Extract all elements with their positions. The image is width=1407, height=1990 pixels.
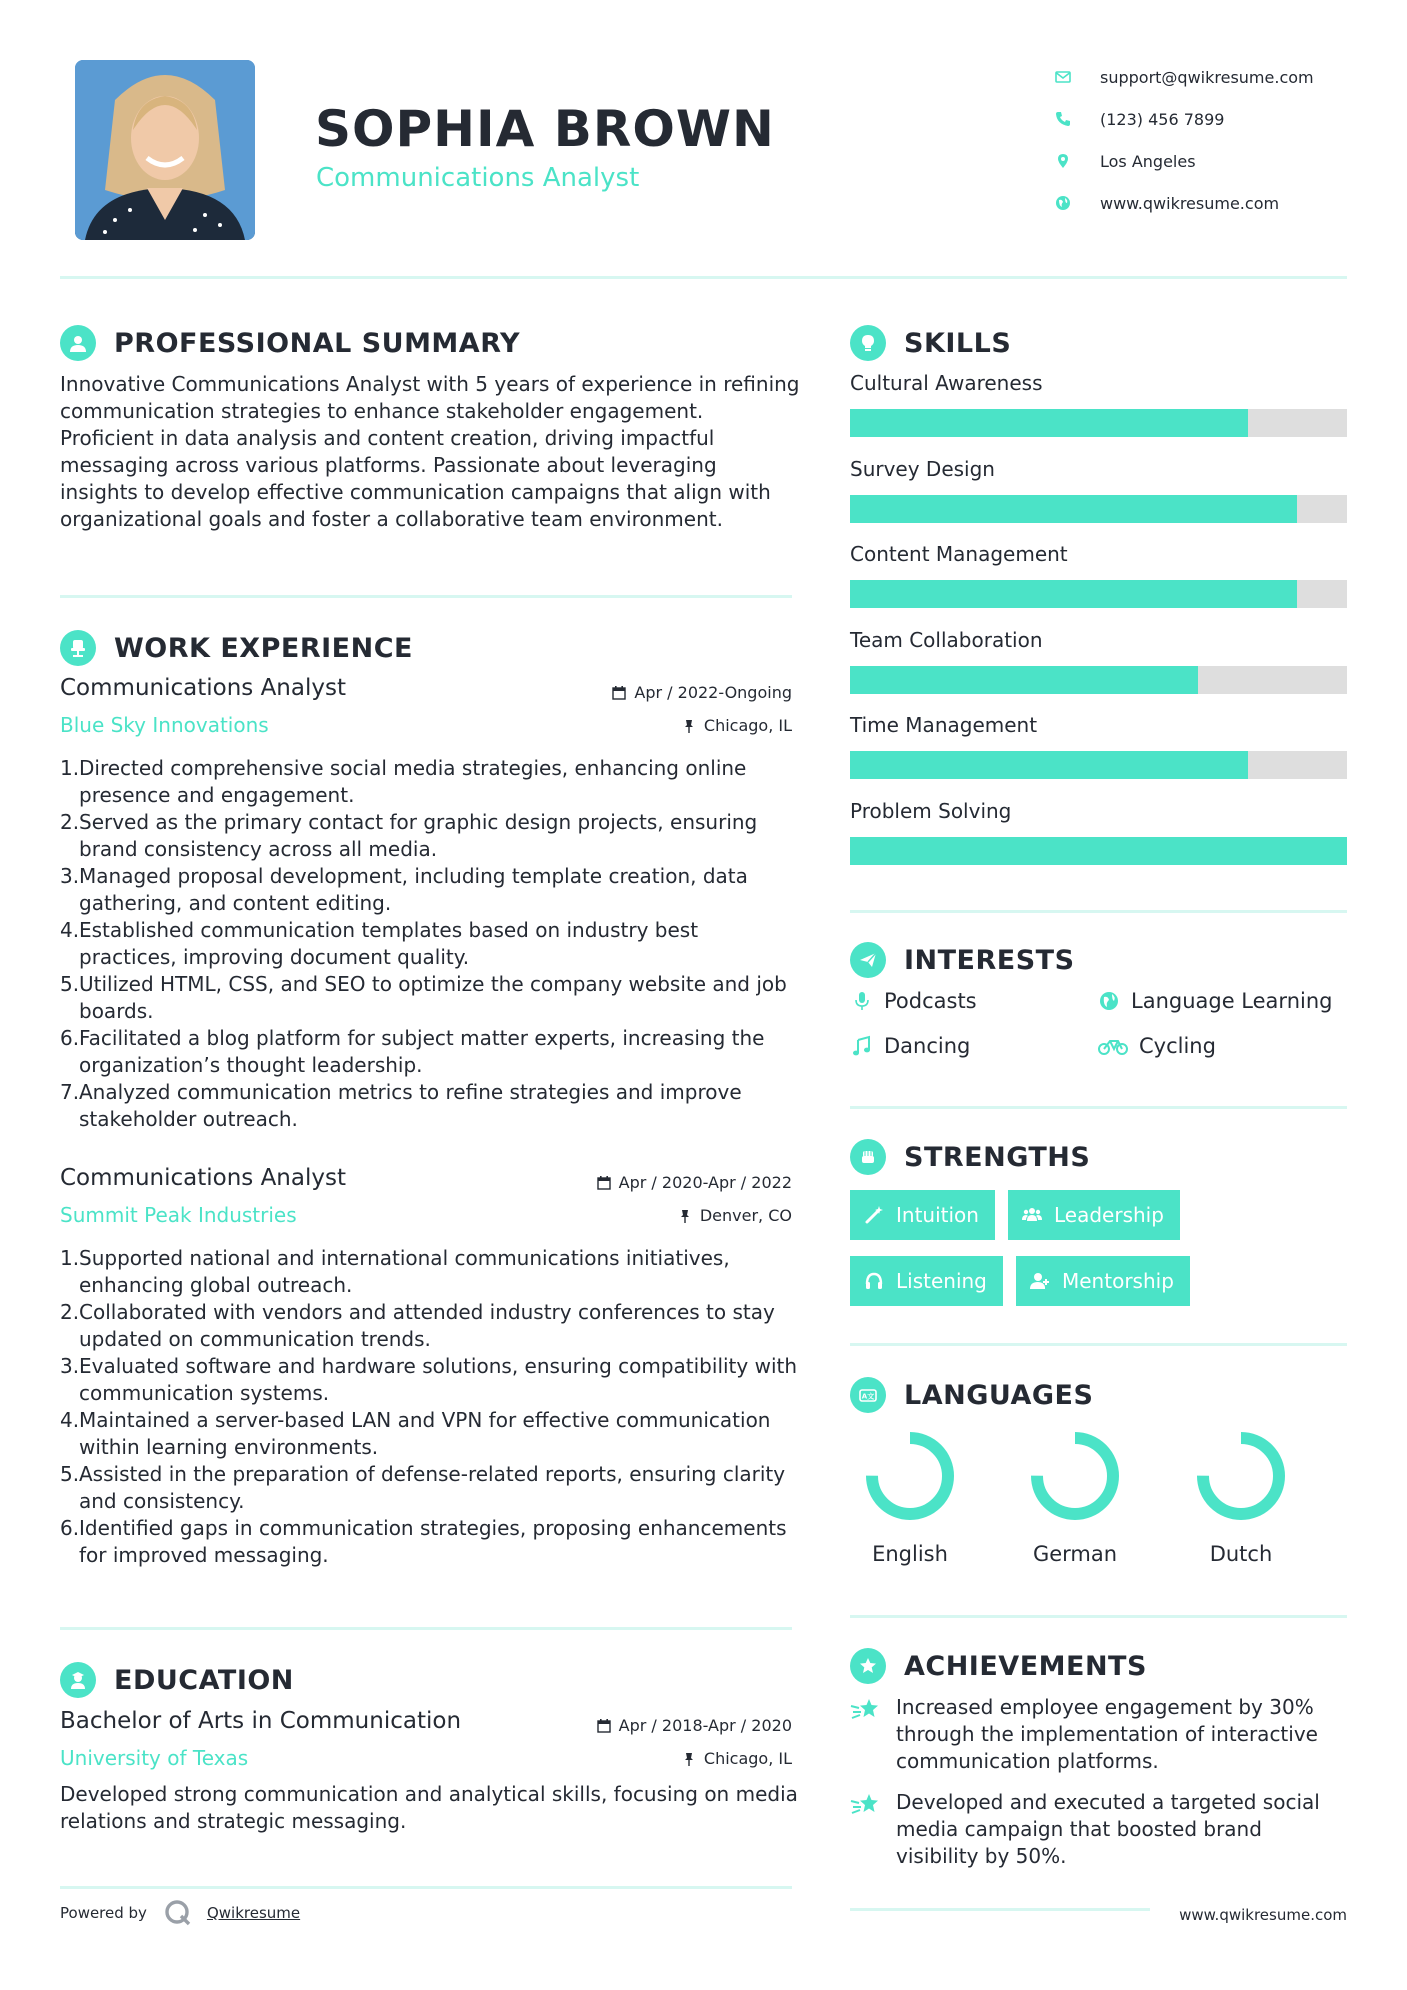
contact-website-text: www.qwikresume.com	[1100, 193, 1280, 213]
strength-label: Intuition	[896, 1203, 979, 1227]
languages-heading-text: LANGUAGES	[904, 1379, 1094, 1411]
pushpin-icon	[678, 1209, 692, 1223]
skill-bar	[850, 495, 1347, 523]
education-location-text: Chicago, IL	[703, 1749, 792, 1768]
work-heading-text: WORK EXPERIENCE	[114, 632, 413, 664]
job-1-header	[60, 675, 792, 735]
summary-heading-text: PROFESSIONAL SUMMARY	[114, 327, 521, 359]
language-level-arc	[872, 1438, 948, 1514]
work-divider	[60, 1627, 792, 1630]
list-item: 6. Identified gaps in communication strategies, proposing enhancements for improved messaging.	[60, 1516, 787, 1567]
education-header	[60, 1708, 792, 1768]
skill-label: Problem Solving	[850, 798, 1012, 823]
calendar-icon	[597, 1719, 611, 1733]
job-1-dates-text: Apr / 2022-Ongoing	[634, 683, 792, 702]
skill-bar-fill	[850, 409, 1248, 437]
list-item: 1. Supported national and international communications initiatives, enhancing global outreach.	[60, 1246, 730, 1297]
contact-website[interactable]	[1052, 182, 1372, 224]
list-item: 2. Collaborated with vendors and attended industry conferences to stay updated on communication trends.	[60, 1300, 775, 1351]
skill-label: Cultural Awareness	[850, 371, 1043, 395]
contact-location-text: Los Angeles	[1100, 151, 1196, 171]
skill-bar	[850, 837, 1347, 865]
job-2-title: Communications Analyst	[60, 1165, 346, 1191]
language-icon	[850, 1377, 886, 1413]
education-degree: Bachelor of Arts in Communication	[60, 1708, 462, 1734]
achievements-divider	[850, 1908, 1150, 1911]
list-item: 5. Utilized HTML, CSS, and SEO to optimize the company website and job boards.	[60, 972, 787, 1023]
skill-label: Time Management	[850, 713, 1038, 737]
strength-mentorship	[1016, 1256, 1190, 1306]
job-2-location	[678, 1206, 792, 1225]
strength-label: Mentorship	[1062, 1269, 1174, 1293]
list-item: 5. Assisted in the preparation of defense-related reports, ensuring clarity and consistency.	[60, 1462, 786, 1513]
user-plus-icon	[1030, 1271, 1050, 1291]
pushpin-icon	[682, 719, 696, 733]
job-2-company: Summit Peak Industries	[60, 1203, 297, 1227]
job-2-dates-text: Apr / 2020-Apr / 2022	[618, 1173, 792, 1192]
skill-bar	[850, 580, 1347, 608]
education-heading	[60, 1660, 294, 1700]
phone-icon	[1052, 108, 1074, 130]
achievement-2	[850, 1789, 1350, 1870]
globe-icon	[1097, 989, 1121, 1013]
contact-location	[1052, 140, 1372, 182]
headphones-icon	[864, 1271, 884, 1291]
language-level-arc	[1037, 1438, 1113, 1514]
interest-label: Podcasts	[884, 989, 977, 1013]
star-badge-icon	[850, 1648, 886, 1684]
profile-photo	[75, 60, 255, 240]
interest-label: Cycling	[1139, 1034, 1216, 1058]
work-heading	[60, 628, 413, 668]
calendar-icon	[597, 1176, 611, 1190]
languages-divider	[850, 1615, 1347, 1618]
interests-heading	[850, 940, 1075, 980]
globe-icon	[1052, 192, 1074, 214]
contact-email[interactable]	[1052, 56, 1372, 98]
bicycle-icon	[1097, 1034, 1129, 1058]
achievement-text: Increased employee engagement by 30% through the implementation of interactive communication platforms.	[896, 1695, 1318, 1773]
location-pin-icon	[1052, 150, 1074, 172]
shooting-star-icon	[850, 1694, 884, 1775]
education-school: University of Texas	[60, 1746, 249, 1770]
languages-heading	[850, 1375, 1093, 1415]
strength-intuition	[850, 1190, 995, 1240]
contact-info	[1052, 56, 1372, 224]
job-2-bullets	[60, 1245, 800, 1569]
job-1-location-text: Chicago, IL	[703, 716, 792, 735]
list-item: 4. Maintained a server-based LAN and VPN for effective communication within learning environments.	[60, 1408, 771, 1459]
summary-divider	[60, 595, 792, 598]
language-label: Dutch	[1209, 1542, 1273, 1566]
job-1-dates	[612, 683, 792, 702]
user-icon	[60, 325, 96, 361]
powered-by-label: Powered by	[60, 1904, 147, 1922]
skill-bar-fill	[850, 837, 1347, 865]
job-2-header	[60, 1165, 792, 1225]
summary-heading	[60, 323, 520, 363]
achievement-1	[850, 1694, 1350, 1775]
interests-divider	[850, 1106, 1347, 1109]
candidate-role: Communications Analyst	[316, 163, 640, 193]
strengths-divider	[850, 1343, 1347, 1346]
skill-label: Team Collaboration	[850, 627, 1043, 652]
language-label: English	[872, 1542, 948, 1566]
skill-bar	[850, 751, 1347, 779]
strength-label: Listening	[896, 1269, 987, 1293]
qwikresume-logo-icon	[163, 1898, 193, 1928]
language-item	[1020, 1428, 1130, 1566]
skill-bar-fill	[850, 580, 1297, 608]
contact-phone-text: (123) 456 7899	[1100, 109, 1225, 129]
language-level-ring	[1193, 1428, 1289, 1524]
strength-leadership	[1008, 1190, 1180, 1240]
skill-bar	[850, 409, 1347, 437]
list-item: 7. Analyzed communication metrics to refine strategies and improve stakeholder outreach.	[60, 1080, 742, 1131]
interest-label: Language Learning	[1131, 989, 1333, 1013]
list-item: 6. Facilitated a blog platform for subject matter experts, increasing the organization’s thought leadership.	[60, 1026, 765, 1077]
interest-podcasts	[850, 989, 977, 1013]
chair-icon	[60, 630, 96, 666]
education-dates	[597, 1716, 792, 1735]
skills-divider	[850, 910, 1347, 913]
job-1-location	[682, 716, 792, 735]
education-location	[682, 1749, 792, 1768]
list-item: 2. Served as the primary contact for graphic design projects, ensuring brand consistency across all media.	[60, 810, 758, 861]
achievements-heading	[850, 1646, 1147, 1686]
contact-phone[interactable]	[1052, 98, 1372, 140]
language-level-ring	[1027, 1428, 1123, 1524]
skill-bar-fill	[850, 666, 1198, 694]
contact-email-text: support@qwikresume.com	[1100, 67, 1314, 87]
job-1-title: Communications Analyst	[60, 675, 346, 701]
header-divider	[60, 276, 1347, 279]
skill-label: Content Management	[850, 542, 1068, 566]
pushpin-icon	[682, 1752, 696, 1766]
list-item: 1. Directed comprehensive social media strategies, enhancing online presence and engagement.	[60, 756, 747, 807]
language-item	[855, 1428, 965, 1566]
strength-label: Leadership	[1054, 1203, 1164, 1227]
music-note-icon	[850, 1034, 874, 1058]
svg-text:A文: A文	[861, 1392, 875, 1401]
skill-bar	[850, 666, 1347, 694]
language-label: German	[1032, 1542, 1118, 1566]
skill-bar-fill	[850, 495, 1297, 523]
lightbulb-icon	[850, 325, 886, 361]
strength-listening	[850, 1256, 1003, 1306]
job-2-location-text: Denver, CO	[699, 1206, 792, 1225]
skills-heading	[850, 323, 1011, 363]
fist-icon	[850, 1139, 886, 1175]
list-item: 3. Managed proposal development, including template creation, data gathering, and content editing.	[60, 864, 748, 915]
job-1-bullets	[60, 755, 800, 1133]
footer-website[interactable]: www.qwikresume.com	[1179, 1906, 1347, 1924]
interest-dancing	[850, 1034, 970, 1058]
shooting-star-icon	[850, 1789, 884, 1870]
strengths-heading-text: STRENGTHS	[904, 1141, 1091, 1173]
summary-text: Innovative Communications Analyst with 5 years of experience in refining communication strategies to enhance stakeholder engagement. Proficient in data analysis and content creation, driving impactful messaging across various platforms. Passionate about leveraging insights to develop effective communication campaigns that align with organizational goals and foster a collaborative team environment.	[60, 372, 800, 531]
education-dates-text: Apr / 2018-Apr / 2020	[618, 1716, 792, 1735]
list-item: 3. Evaluated software and hardware solutions, ensuring compatibility with communication systems.	[60, 1354, 798, 1405]
email-icon	[1052, 66, 1074, 88]
interest-cycling	[1097, 1034, 1216, 1058]
job-2-dates	[597, 1173, 792, 1192]
strengths-heading	[850, 1137, 1090, 1177]
interest-language-learning	[1097, 989, 1332, 1013]
graduate-icon	[60, 1662, 96, 1698]
education-text: Developed strong communication and analytical skills, focusing on media relations and strategic messaging.	[60, 1782, 798, 1833]
users-icon	[1022, 1205, 1042, 1225]
skill-label: Survey Design	[850, 456, 995, 481]
education-heading-text: EDUCATION	[114, 1664, 294, 1696]
interest-label: Dancing	[884, 1034, 971, 1058]
language-level-ring	[862, 1428, 958, 1524]
achievement-text: Developed and executed a targeted social media campaign that boosted brand visibility by 50%.	[896, 1790, 1320, 1868]
skills-heading-text: SKILLS	[904, 327, 1012, 359]
qwikresume-link[interactable]: Qwikresume	[206, 1904, 301, 1922]
microphone-icon	[850, 989, 874, 1013]
magic-wand-icon	[864, 1205, 884, 1225]
language-item	[1186, 1428, 1296, 1566]
interests-heading-text: INTERESTS	[904, 944, 1075, 976]
education-divider	[60, 1886, 792, 1889]
skill-bar-fill	[850, 751, 1248, 779]
achievements-heading-text: ACHIEVEMENTS	[904, 1650, 1147, 1682]
language-level-arc	[1203, 1438, 1279, 1514]
job-1-company: Blue Sky Innovations	[60, 713, 269, 737]
paper-plane-icon	[850, 942, 886, 978]
list-item: 4. Established communication templates based on industry best practices, improving document quality.	[60, 918, 699, 969]
candidate-name: SOPHIA BROWN	[315, 100, 775, 158]
calendar-icon	[612, 686, 626, 700]
footer-powered-by	[60, 1898, 300, 1928]
